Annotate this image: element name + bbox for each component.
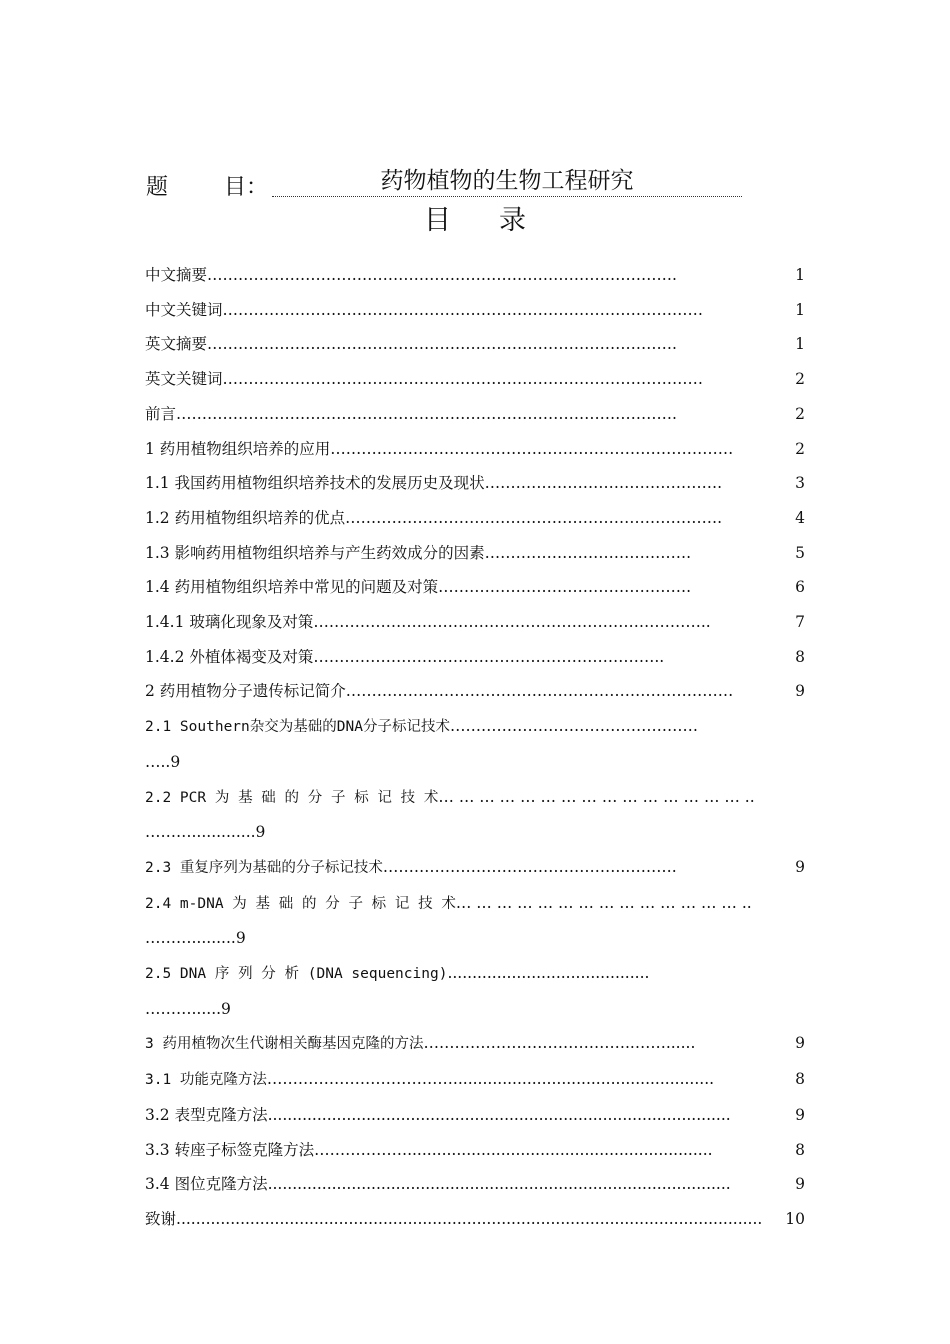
toc-entry-leader: ………………………………..................................................... bbox=[266, 1070, 715, 1089]
toc-entry-leader: ………………………………………………………………….. bbox=[313, 613, 711, 632]
toc-entry[interactable] bbox=[145, 850, 805, 886]
toc-entry-page: 9 bbox=[795, 1034, 805, 1053]
toc-entry[interactable] bbox=[145, 293, 805, 328]
toc-entry-page: 8 bbox=[795, 1140, 805, 1159]
toc-entry[interactable] bbox=[145, 1133, 805, 1168]
toc-entry[interactable] bbox=[145, 709, 805, 745]
toc-entry-label: 3.1 功能克隆方法 bbox=[145, 1072, 267, 1089]
toc-entry[interactable] bbox=[145, 432, 805, 467]
title-label-char-1: 题 bbox=[146, 175, 169, 200]
toc-entry-leader: …………………………………..……...... bbox=[423, 1034, 696, 1053]
table-of-contents bbox=[145, 258, 805, 1237]
toc-entry-label: 1.1 我国药用植物组织培养技术的发展历史及现状 bbox=[145, 474, 485, 493]
toc-entry-page: 4 bbox=[795, 508, 805, 527]
toc-entry-leader: ………………………………………… bbox=[449, 717, 698, 736]
toc-entry[interactable] bbox=[145, 397, 805, 432]
toc-entry-label: 中文关键词 bbox=[145, 300, 223, 319]
toc-entry-page: 7 bbox=[795, 613, 805, 632]
toc-entry[interactable] bbox=[145, 501, 805, 536]
toc-entry-page: 9 bbox=[795, 1105, 805, 1124]
toc-entry-leader: ………………………………………………………………………………. bbox=[207, 266, 677, 284]
toc-entry[interactable] bbox=[145, 886, 805, 922]
toc-entry-leader: ………………………………………………………………. bbox=[345, 508, 723, 527]
toc-entry-label: 1.3 影响药用植物组织培养与产生药效成分的因素 bbox=[145, 543, 485, 562]
toc-entry-page: 6 bbox=[795, 578, 805, 597]
toc-entry[interactable] bbox=[145, 605, 805, 640]
toc-entry[interactable] bbox=[145, 258, 805, 293]
toc-entry[interactable] bbox=[145, 1062, 805, 1098]
toc-entry-continuation: ……….........9 bbox=[145, 929, 246, 948]
toc-entry-leader: ……………….............................................................. bbox=[314, 1140, 713, 1159]
toc-entry[interactable] bbox=[145, 1167, 805, 1202]
toc-entry-leader: ....................................................................................................................... bbox=[176, 1209, 763, 1228]
toc-entry-leader: ………………………………………………………………………………… bbox=[222, 370, 704, 389]
title-label bbox=[146, 170, 268, 201]
toc-entry-page: 9 bbox=[795, 1175, 805, 1194]
toc-entry[interactable] bbox=[145, 640, 805, 675]
toc-entry-leader: …………………………………. bbox=[484, 543, 692, 562]
toc-entry-page: 2 bbox=[795, 439, 805, 458]
toc-entry[interactable] bbox=[145, 956, 805, 992]
toc-entry[interactable] bbox=[145, 327, 805, 362]
toc-entry-page: 2 bbox=[795, 370, 805, 389]
toc-entry-leader: ……………………………………………………………………………………. bbox=[176, 404, 677, 423]
toc-entry[interactable] bbox=[145, 1202, 805, 1237]
toc-entry-label: 1.4.1 玻璃化现象及对策 bbox=[145, 613, 314, 632]
toc-entry-page: 2 bbox=[795, 404, 805, 423]
toc-entry[interactable] bbox=[145, 466, 805, 501]
toc-entry-label: 2.1 Southern杂交为基础的DNA分子标记技术 bbox=[145, 719, 450, 736]
toc-entry-page: 10 bbox=[785, 1209, 805, 1228]
toc-entry-page: 9 bbox=[795, 682, 805, 701]
toc-entry[interactable] bbox=[145, 570, 805, 605]
title-row bbox=[146, 166, 746, 200]
toc-entry-leader: …………………………………………. bbox=[438, 578, 692, 597]
toc-entry-leader: … … … … … … … … … … … … … … … .. bbox=[438, 787, 755, 806]
toc-entry-leader: ………………………………………………………………… bbox=[345, 682, 734, 701]
toc-entry-page: 3 bbox=[795, 474, 805, 493]
toc-entry-label: 3.3 转座子标签克隆方法 bbox=[145, 1140, 315, 1159]
toc-entry-leader: …………………………………………………………………… bbox=[330, 439, 734, 458]
toc-entry-page: 8 bbox=[795, 1070, 805, 1089]
toc-entry-label: 英文关键词 bbox=[145, 370, 223, 389]
toc-entry-page: 1 bbox=[795, 266, 805, 284]
toc-entry-label: 2.2 PCR 为 基 础 的 分 子 标 记 技 术 bbox=[145, 789, 439, 806]
toc-entry-leader: ......................................... bbox=[447, 964, 650, 983]
toc-entry-leader: … … … … … … … … … … … … … … .. bbox=[455, 893, 752, 912]
thesis-title: 药物植物的生物工程研究 bbox=[272, 166, 742, 197]
toc-entry-page: 1 bbox=[795, 300, 805, 319]
toc-entry-label: 致谢 bbox=[145, 1209, 177, 1228]
toc-entry-leader: ………………………………………………………………………………… bbox=[222, 300, 704, 319]
toc-entry[interactable] bbox=[145, 1026, 805, 1062]
toc-entry[interactable] bbox=[145, 780, 805, 816]
toc-entry-leader: ………………………………………………………….. bbox=[313, 647, 665, 666]
toc-entry-leader: .............................................................................................. bbox=[267, 1105, 731, 1124]
toc-entry-label: 英文摘要 bbox=[145, 335, 208, 354]
toc-entry-continuation: ……….............9 bbox=[145, 823, 266, 842]
title-label-char-2: 目： bbox=[224, 175, 269, 200]
toc-entry-label: 中文摘要 bbox=[145, 266, 208, 284]
toc-entry-continuation: ………......9 bbox=[145, 999, 231, 1018]
toc-entry-label: 2 药用植物分子遗传标记简介 bbox=[145, 682, 346, 701]
toc-heading: 目录 bbox=[424, 205, 574, 236]
toc-entry-label: 前言 bbox=[145, 404, 177, 423]
toc-entry-label: 1 药用植物组织培养的应用 bbox=[145, 439, 331, 458]
toc-entry-continuation: …..9 bbox=[145, 752, 181, 771]
toc-entry[interactable] bbox=[145, 674, 805, 709]
toc-entry-label: 3.2 表型克隆方法 bbox=[145, 1105, 268, 1124]
toc-entry-label: 1.4.2 外植体褐变及对策 bbox=[145, 647, 314, 666]
toc-entry-label: 2.3 重复序列为基础的分子标记技术 bbox=[145, 859, 383, 876]
toc-entry-label: 2.5 DNA 序 列 分 析 (DNA sequencing) bbox=[145, 966, 448, 983]
toc-entry-page: 1 bbox=[795, 335, 805, 354]
toc-entry[interactable] bbox=[145, 362, 805, 397]
toc-entry-leader: ………………………………………. bbox=[484, 474, 723, 493]
toc-entry[interactable] bbox=[145, 1098, 805, 1133]
toc-entry-label: 3 药用植物次生代谢相关酶基因克隆的方法 bbox=[145, 1036, 424, 1053]
toc-entry-page: 9 bbox=[795, 857, 805, 876]
toc-entry-label: 1.2 药用植物组织培养的优点 bbox=[145, 508, 346, 527]
toc-entry-page: 8 bbox=[795, 647, 805, 666]
toc-entry-leader: ………………………………………………………………………………. bbox=[207, 335, 677, 354]
toc-entry-label: 3.4 图位克隆方法 bbox=[145, 1175, 268, 1194]
toc-entry-label: 2.4 m-DNA 为 基 础 的 分 子 标 记 技 术 bbox=[145, 895, 456, 912]
toc-entry-leader: .............................................................................................. bbox=[267, 1175, 731, 1194]
toc-entry-leader: ………………………………………..………. bbox=[382, 857, 677, 876]
toc-entry-page: 5 bbox=[795, 543, 805, 562]
toc-entry-label: 1.4 药用植物组织培养中常见的问题及对策 bbox=[145, 578, 439, 597]
toc-entry[interactable] bbox=[145, 536, 805, 571]
